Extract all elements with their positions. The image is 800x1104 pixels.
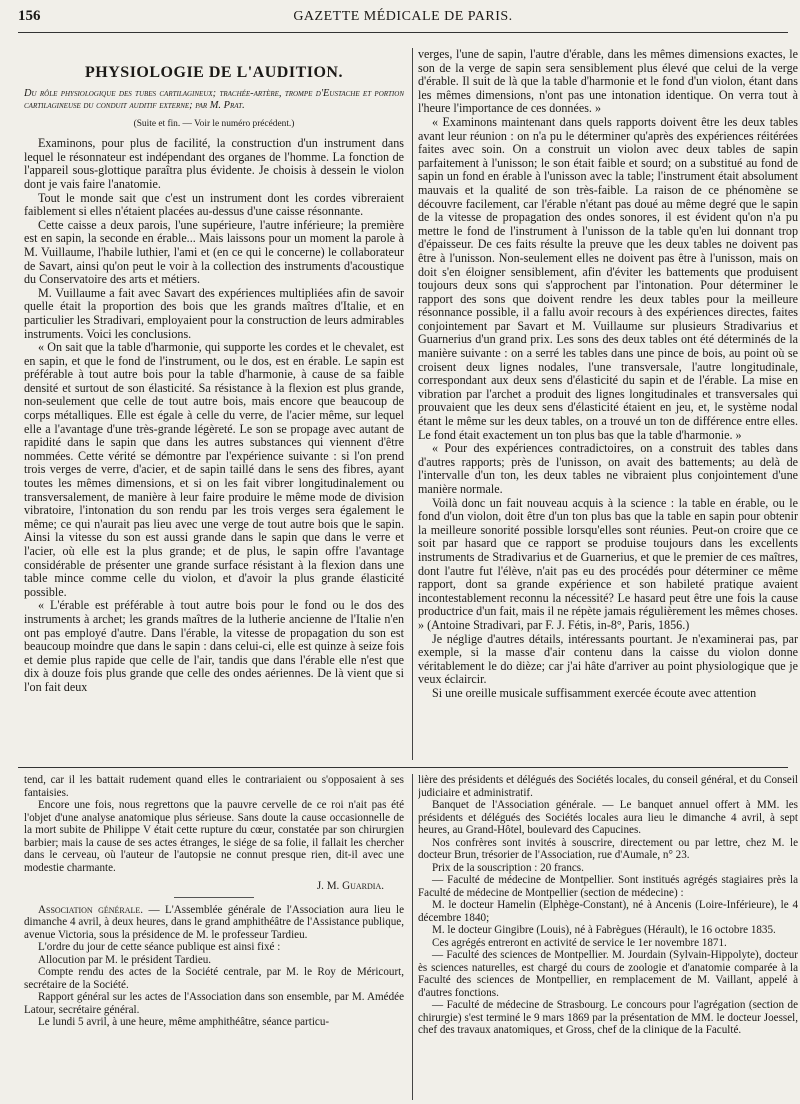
article-paragraph: M. Vuillaume a fait avec Savart des expériences multipliées afin de savoir quelle était la proportion des bois que les grands maîtres d'Italie, et en particulier les Stradivari, employaient pour la construction de leurs admirables instruments. Voici les conclusions. [24,285,404,341]
article-paragraph: Examinons, pour plus de facilité, la construction d'un instrument dans lequel le résonnateur est indépendant des organes de l'homme. La fonction de l'appareil sous-glottique paraîtra plus évidente. Je choisis à dessein le violon dont je vais faire l'anatomie. [24,136,404,191]
news-left-column [24,774,404,1100]
news-paragraph: M. le docteur Hamelin (Elphège-Constant), né à Ancenis (Loire-Inférieure), le 4 décembre 1840; [418,899,798,924]
news-paragraph: Ces agrégés entreront en activité de service le 1er novembre 1871. [432,936,727,949]
news-paragraph: — Faculté de médecine de Montpellier. Sont institués agrégés stagiaires près la Faculté de médecine de Montpellier (section de médecine) : [418,874,798,899]
news-paragraph: Banquet de l'Association générale. — Le banquet annuel offert à MM. les présidents et délégués des Sociétés locales aura lieu le dimanche 4 avril, à sept heures, au Grand-Hôtel, boulevard des Capucines. [418,799,798,836]
news-paragraph: tend, car il les battait rudement quand elles le contrariaient ou s'opposaient à ses fantaisies. [24,774,404,799]
news-paragraph: Nos confrères sont invités à souscrire, directement ou par lettre, chez M. le docteur Brun, trésorier de l'Association, rue d'Aumale, n° 23. [418,836,798,861]
association-paragraph: Association générale. — L'Assemblée générale de l'Association aura lieu le dimanche 4 avril, à deux heures, dans le grand amphithéâtre de l'Assistance publique, avenue Victoria, sous la présidence de M. le professeur Tardieu. [24,903,404,941]
article-title: PHYSIOLOGIE DE L'AUDITION. [85,64,343,81]
agenda-item: Allocution par M. le président Tardieu. [38,953,212,966]
agenda-item: Compte rendu des actes de la Société centrale, par M. le Roy de Méricourt, secrétaire de la Société. [24,966,404,991]
page-header [18,6,788,33]
news-paragraph: — Faculté des sciences de Montpellier. M. Jourdain (Sylvain-Hippolyte), docteur ès sciences naturelles, est chargé du cours de zoologie et d'anatomie comparée à la Faculté des sciences de Montpellier, en remplacement de M. Vaillant, appelé à d'autres fonctions. [418,949,798,999]
author-signature: J. M. Guardia. [316,880,384,892]
news-paragraph: Prix de la souscription : 20 francs. [432,861,584,874]
association-heading: Association générale. [38,903,144,916]
article-paragraph: « On sait que la table d'harmonie, qui supporte les cordes et le chevalet, est en sapin, et que le fond de l'instrument, ou le dos, est en érable. Le sapin est préférable à tout autre bois pour la table d'harmonie, à cause de sa faible densité et surtout de son élasticité. Sa résistance à la flexion est plus grande, non-seulement que celle de tout autre bois, mais encore que beaucoup de corps métalliques. Elle est égale à celle du verre, de l'acier même, sur lequel elle a l'avantage d'une très-grande légèreté. Le son se propage avec autant de rapidité dans le sapin que dans les autres substances qui viennent d'être nommées. Cette vérité se démontre par l'expérience suivante : si l'on prend trois verges de verre, d'acier, et de sapin taillé dans le sens des fibres, ayant toutes les mêmes dimensions, et si on les fait vibrer longitudinalement ou transversalement, de manière à leur faire produire le même mode de division vibratoire, l'intonation du son rendu par les trois verges sera également le même; ce qui n'aurait pas lieu avec une verge de tout autre bois que le sapin. Ainsi la vitesse du son est aussi grande dans le sapin que dans le verre et l'acier, où elle est la plus grande; et de plus, le sapin offre l'avantage considérable de présenter une grande surface résistant à la flexion dans une table mince comme celle du violon, et d'avoir la plus grande élasticité possible. [24,340,404,599]
column-divider [412,48,413,760]
section-divider [18,767,788,768]
article-paragraph: Voilà donc un fait nouveau acquis à la science : la table en érable, ou le fond d'un violon, doit être d'un ton plus bas que la table en sapin pour obtenir la meilleure sonorité possible lorsqu'elles sont réunies. Peut-on croire que ce soit par hasard que ce rapport se produise toujours dans les excellents instruments de Stradivarius et de Guarnerius, et que le premier de ces maîtres, dont l'autre fut l'élève, n'ait pas eu des procédés pour déterminer ce même rapport, dont sa grande expérience et son habileté pratique avaient incontestablement reconnu la nécessité? Le hasard peut être une fois la cause productrice d'un fait, mais il ne répète jamais régulièrement les mêmes choses. » (Antoine Stradivari, par F. J. Fétis, in-8°, Paris, 1856.) [418,495,798,632]
short-divider [174,897,254,898]
article-paragraph: verges, l'une de sapin, l'autre d'érable, dans les mêmes dimensions exactes, le son de la verge de sapin sera sensiblement plus élevé que celui de la verge d'érable. Il suit de là que la table d'harmonie et le fond d'un violon, étant dans les mêmes dimensions, n'ont pas une intonation identique. On verra tout à l'heure l'importance de ces données. » [418,48,798,116]
news-paragraph: Encore une fois, nous regrettons que la pauvre cervelle de ce roi n'ait pas été l'objet d'une analyse anatomique plus sérieuse. Sans doute la cause occasionnelle de la mort subite de Philippe V était cette rupture du cœur, constatée par son chirurgien barbier; mais la cause de ses actes étranges, le siége de sa folie, il fallait les chercher dans le cerveau, où l'auteur de l'autopsie ne connut presque rien, dit-il avec une modestie charmante. [24,799,404,874]
article-right-column [418,48,798,760]
article-paragraph: « Examinons maintenant dans quels rapports doivent être les deux tables avant leur réunion : on n'a pu le déterminer qu'après des expériences réitérées faites avec soin. On a construit un violon avec deux tables de sapin parfaitement à l'unisson; le son était faible et sourd; on a substitué au fond de sapin un fond en érable à l'unisson avec la table; l'instrument était absolument mauvais et la qualité de son très-faible. La raison de ce phénomène se découvre facilement, car l'érable n'étant pas doué au même degré que le sapin de la vitesse de propagation des ondes sonores, il est évident qu'on n'a pu mettre le fond de l'instrument à l'unisson de la table qu'en lui donnant trop d'épaisseur. De ces faits résulte la preuve que les deux tables ne doivent pas être à l'unisson. Non-seulement elles ne doivent pas être à l'unisson, mais on doit s'en éloigner sensiblement, afin d'éviter les battements que produisent toujours deux sons qui s'approchent par l'intonation. Pour déterminer le rapport des sons que doivent rendre les deux tables pour la meilleure résonnance possible, il a fallu avoir recours à des expériences directes, faites conjointement par Savart et M. Vuillaume sur plusieurs Stradivarius et Guarnerius d'un grand prix. Les sons des deux tables ont été déterminés de la manière suivante : on a serré les tables dans une pince de bois, au point où se croisent deux lignes nodales, l'une transversale, l'autre longitudinale, correspondant aux deux sens d'élasticité du sapin et de l'érable. La mise en vibration par l'archet a produit des lignes longitudinales et transversales qui prouvaient que les deux sens d'élasticité étaient en jeu, et, le système nodal étant le même sur les deux tables, on a trouvé un ton de différence entre elles. Le fond était exactement un ton plus bas que la table d'harmonie. » [418,114,798,442]
article-paragraph: Je néglige d'autres détails, intéressants pourtant. Je n'examinerai pas, par exemple, si la masse d'air contenu dans la caisse du violon donne véritablement le do dièze; car j'ai hâte d'arriver au point physiologique que je veux éclaircir. [418,631,798,687]
column-divider [412,774,413,1100]
association-paragraph: Le lundi 5 avril, à une heure, même amphithéâtre, séance particu- [38,1016,330,1028]
continuation-note: (Suite et fin. — Voir le numéro précédent.) [133,118,295,129]
agenda-intro: L'ordre du jour de cette séance publique est ainsi fixé : [38,941,281,953]
article-left-column [24,62,404,762]
article-paragraph: « Pour des expériences contradictoires, on a construit des tables dans d'autres rapports; près de l'unisson, on avait des battements; au delà de l'intervalle d'un ton, les deux tables ne vibraient plus conjointement d'une manière normale. [418,441,798,496]
article-subtitle: Du rôle physiologique des tubes cartilagineux; trachée-artère, trompe d'Eustache et portion cartilagineuse du conduit auditif externe; par M. Prat. [24,87,404,111]
news-paragraph: lière des présidents et délégués des Sociétés locales, du conseil général, et du Conseil judiciaire et administratif. [418,774,798,799]
agenda-item: Rapport général sur les actes de l'Association dans son ensemble, par M. Amédée Latour, secrétaire général. [24,991,404,1016]
article-section [24,48,796,760]
article-paragraph: Cette caisse a deux parois, l'une supérieure, l'autre inférieure; la première est en sapin, la seconde en érable... Mais laissons pour un moment la parole à M. Vuillaume, l'habile luthier, l'ami et (en ce qui le concerne) le collaborateur de Savart, ainsi qu'on peut le voir à la collection des instruments d'acoustique du Conservatoire des arts et métiers. [24,217,404,287]
page-number: 156 [18,8,41,24]
journal-title: GAZETTE MÉDICALE DE PARIS. [293,9,513,24]
article-paragraph: Si une oreille musicale suffisamment exercée écoute avec attention [432,685,757,700]
news-right-column [418,774,798,1100]
news-paragraph: — Faculté de médecine de Strasbourg. Le concours pour l'agrégation (section de chirurgie) s'est terminé le 9 mars 1869 par la présentation de MM. le docteur Joessel, chef des travaux anatomiques, et Gross, chef de la clinique de la Faculté. [418,999,798,1036]
association-text: L'Assemblée générale de l'Association aura lieu le dimanche 4 avril, à deux heures, dans le grand amphithéâtre de l'Assistance publique, avenue Victoria, sous la présidence de M. le professeur Tardieu. [24,903,404,941]
news-paragraph: M. le docteur Gingibre (Louis), né à Fabrègues (Hérault), le 16 octobre 1835. [432,924,776,936]
article-paragraph: « L'érable est préférable à tout autre bois pour le fond ou le dos des instruments à archet; les grands maîtres de la lutherie ancienne de l'Italie n'en ont pas employé d'autre. Dans l'érable, la vitesse de propagation du son est beaucoup moindre que dans le sapin : dans celui-ci, elle est quinze à seize fois et demie plus rapide que celle de l'air, tandis que dans l'érable elle n'est que dix à douze fois plus grande que celle des ondes aériennes. De là vient que si l'on fait deux [24,598,404,694]
news-section [24,774,796,1100]
article-paragraph: Tout le monde sait que c'est un instrument dont les cordes vibreraient faiblement si elles n'étaient placées au-dessus d'une caisse résonnante. [24,190,404,219]
